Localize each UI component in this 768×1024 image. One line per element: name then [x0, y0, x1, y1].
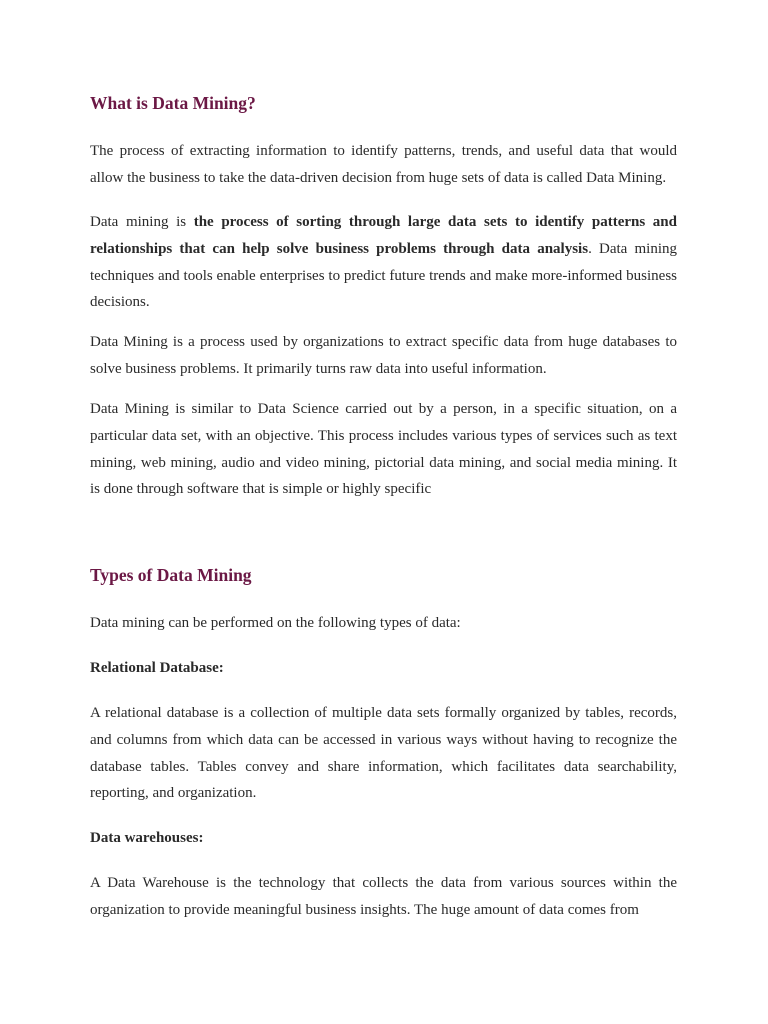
paragraph-sorting-process: [90, 209, 677, 316]
subheading-data-warehouses: Data warehouses:: [90, 830, 204, 846]
paragraph-sorting-prefix: Data mining is: [90, 214, 194, 230]
subheading-relational-database: Relational Database:: [90, 660, 224, 676]
section-heading-what-is-data-mining: What is Data Mining?: [90, 93, 256, 113]
paragraph-data-science: Data Mining is similar to Data Science carried out by a person, in a specific situation, on a particular data set, with an objective. This process includes various types of services such as text mining, web mining, audio and video mining, pictorial data mining, and social media mining. It is done through software that is simple or highly specific: [90, 401, 677, 498]
section-heading-types-of-data-mining: Types of Data Mining: [90, 565, 252, 585]
paragraph-organizations: Data Mining is a process used by organizations to extract specific data from huge databases to solve business problems. It primarily turns raw data into useful information.: [90, 334, 677, 377]
paragraph-sorting-bold: the process of sorting through large data sets to identify patterns and relationships that can help solve business problems through data analysis: [90, 214, 677, 257]
paragraph-relational-database: A relational database is a collection of multiple data sets formally organized by tables, records, and columns from which data can be accessed in various ways without having to recognize the database tables. Tables convey and share information, which facilitates data searchability, reporting, and organization.: [90, 705, 677, 802]
paragraph-sorting-suffix: . Data mining techniques and tools enable enterprises to predict future trends and make more-informed business decisions.: [90, 240, 677, 311]
paragraph-data-warehouses: A Data Warehouse is the technology that collects the data from various sources within the organization to provide meaningful business insights. The huge amount of data comes from: [90, 875, 677, 918]
paragraph-definition: The process of extracting information to identify patterns, trends, and useful data that would allow the business to take the data-driven decision from huge sets of data is called Data Mining.: [90, 143, 677, 186]
paragraph-types-intro: Data mining can be performed on the following types of data:: [90, 615, 461, 631]
